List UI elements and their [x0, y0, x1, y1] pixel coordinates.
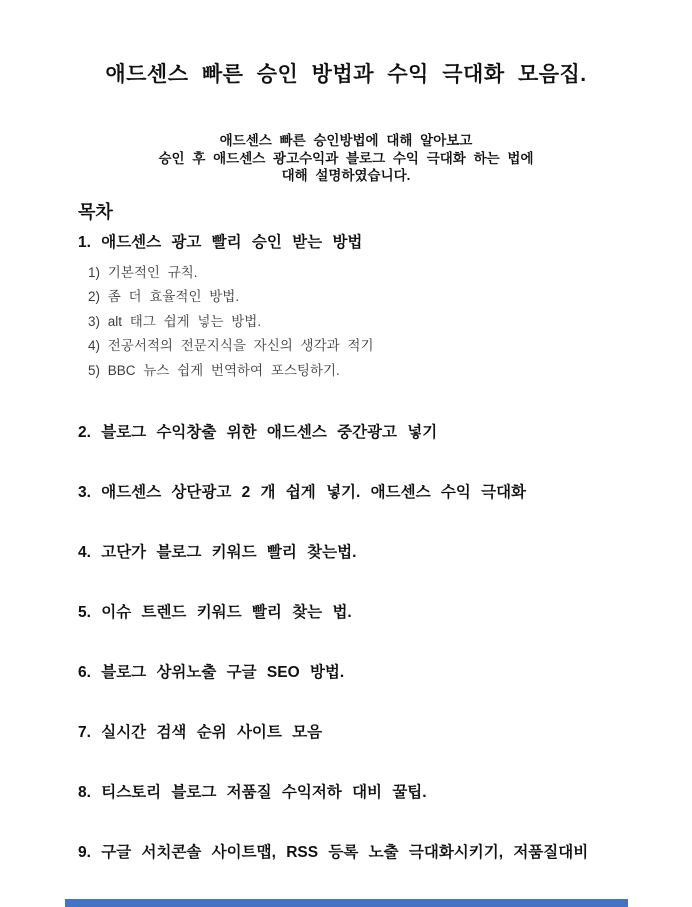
toc-subitem: 3) alt 태그 쉽게 넣는 방법.: [88, 313, 262, 329]
toc-section-9-heading: 9. 구글 서치콘솔 사이트맵, RSS 등록 노출 극대화시키기, 저품질대비: [78, 844, 589, 861]
document-title: 애드센스 빠른 승인 방법과 수익 극대화 모음집.: [105, 63, 587, 86]
toc-subitem: 4) 전공서적의 전문지식을 자신의 생각과 적기: [88, 338, 374, 353]
toc-section-3-heading: 3. 애드센스 상단광고 2 개 쉽게 넣기. 애드센스 수익 극대화: [78, 484, 527, 501]
toc-section-7-heading: 7. 실시간 검색 순위 사이트 모음: [78, 724, 323, 741]
toc-subitem: 5) BBC 뉴스 쉽게 번역하여 포스팅하기.: [88, 362, 340, 378]
document-subtitle: [0, 132, 692, 185]
toc-subitem: 2) 좀 더 효율적인 방법.: [88, 289, 240, 304]
toc-section-8-heading: 8. 티스토리 블로그 저품질 수익저하 대비 꿀팁.: [78, 784, 427, 801]
cutoff-blue-element: [65, 899, 628, 907]
subtitle-line: 애드센스 빠른 승인방법에 대해 알아보고: [219, 133, 473, 148]
subtitle-line: 승인 후 애드센스 광고수익과 블로그 수익 극대화 하는 법에: [158, 150, 534, 166]
toc-section-4-heading: 4. 고단가 블로그 키워드 빨리 찾는법.: [78, 544, 357, 561]
toc-heading: 목차: [78, 201, 113, 222]
toc-section-5-heading: 5. 이슈 트렌드 키워드 빨리 찾는 법.: [78, 604, 352, 621]
subtitle-line: 대해 설명하였습니다.: [281, 168, 411, 183]
toc-section-2-heading: 2. 블로그 수익창출 위한 애드센스 중간광고 넣기: [78, 424, 438, 441]
toc-section-1-subitems: [88, 261, 692, 384]
toc-section-6-heading: 6. 블로그 상위노출 구글 SEO 방법.: [78, 664, 345, 681]
toc-section-1-heading: 1. 애드센스 광고 빨리 승인 받는 방법: [78, 233, 363, 251]
toc-subitem: 1) 기본적인 규칙.: [88, 264, 198, 280]
